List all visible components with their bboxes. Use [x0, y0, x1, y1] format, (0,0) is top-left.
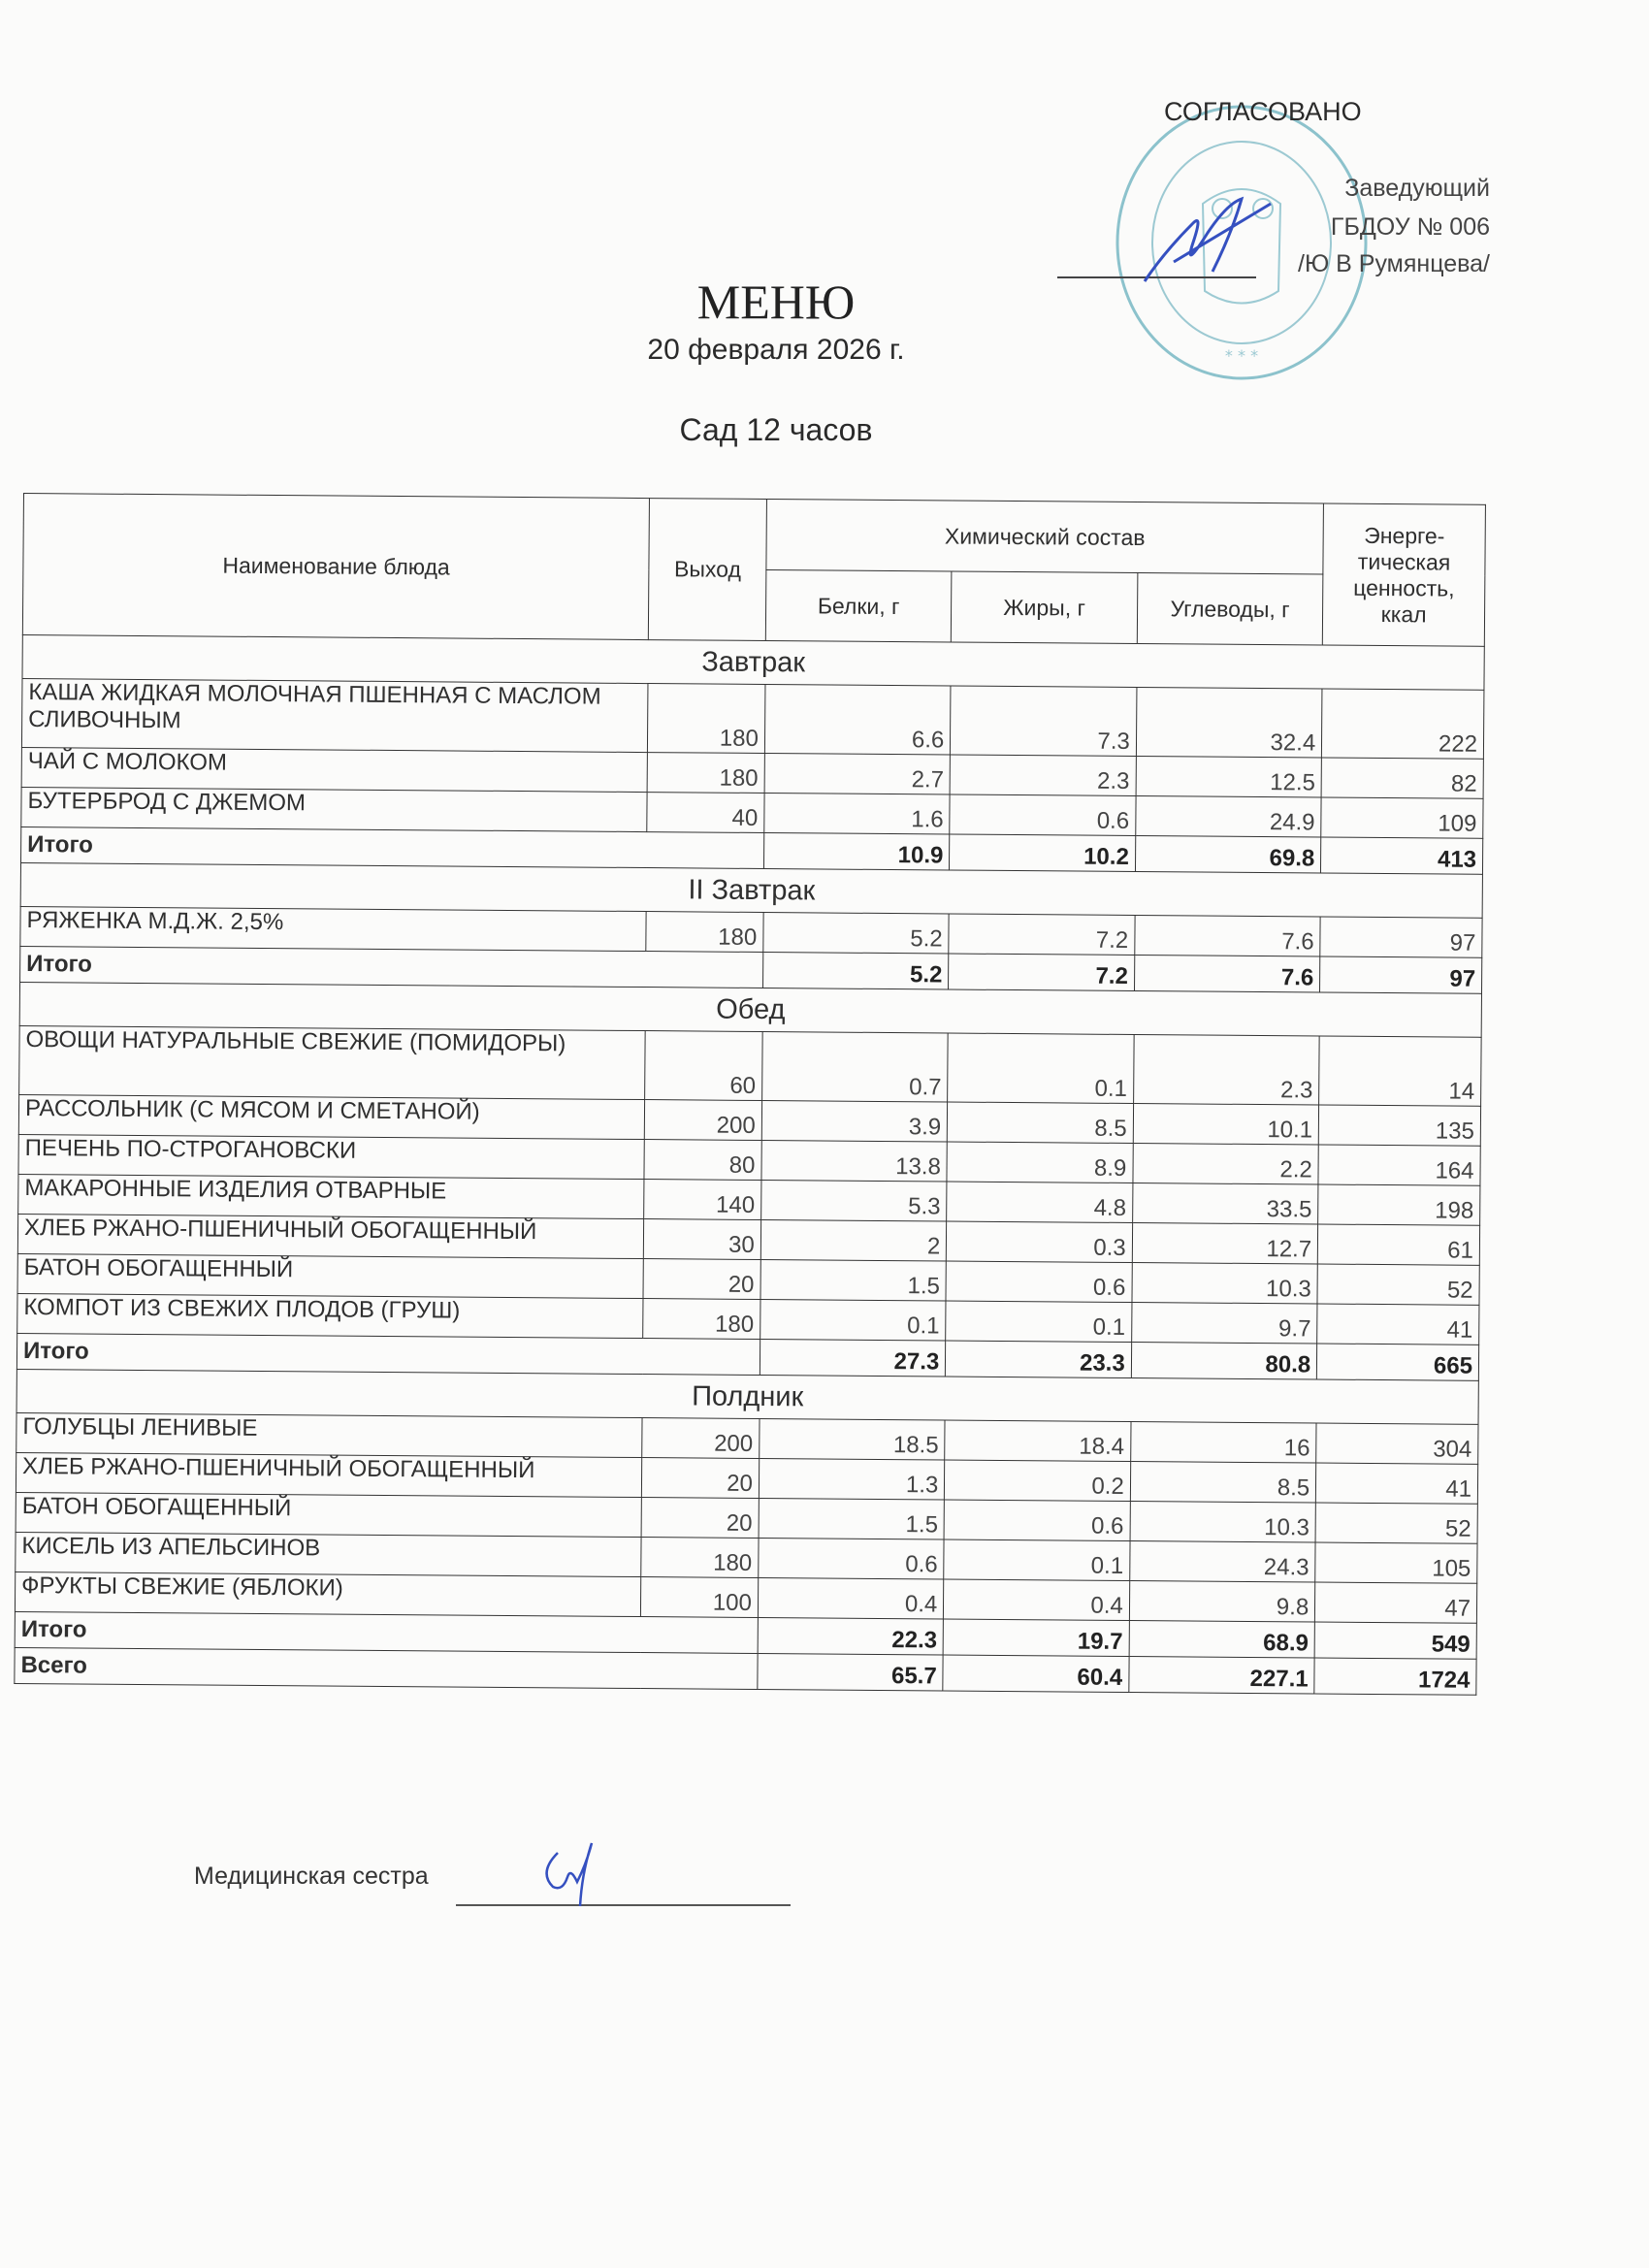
dish-fat: 0.1 — [946, 1301, 1132, 1343]
total-label: Итого — [20, 946, 763, 988]
grand-total-protein: 65.7 — [758, 1653, 944, 1691]
dish-protein: 2 — [760, 1219, 947, 1261]
dish-fat: 8.9 — [947, 1142, 1133, 1183]
dish-name: МАКАРОННЫЕ ИЗДЕЛИЯ ОТВАРНЫЕ — [18, 1174, 645, 1218]
col-header-output: Выход — [649, 499, 767, 641]
dish-name: ФРУКТЫ СВЕЖИЕ (ЯБЛОКИ) — [15, 1571, 641, 1616]
director-signature-icon — [1135, 184, 1280, 291]
dish-name: РЯЖЕНКА М.Д.Ж. 2,5% — [20, 906, 647, 951]
svg-text:* * *: * * * — [1224, 346, 1259, 365]
dish-fat: 2.3 — [950, 755, 1136, 796]
section-title: Завтрак — [22, 634, 1484, 690]
dish-protein: 5.3 — [760, 1180, 947, 1221]
approval-block — [1057, 97, 1523, 388]
dish-carbs: 2.3 — [1133, 1035, 1319, 1106]
dish-output: 100 — [641, 1577, 759, 1618]
dish-carbs: 9.8 — [1129, 1580, 1315, 1622]
col-header-carbs: Углеводы, г — [1137, 573, 1323, 646]
total-kcal: 549 — [1314, 1622, 1476, 1659]
total-kcal: 97 — [1320, 956, 1482, 993]
dish-fat: 0.6 — [950, 794, 1136, 836]
dish-carbs: 24.3 — [1129, 1540, 1315, 1582]
dish-output: 20 — [643, 1259, 760, 1300]
dish-name: РАССОЛЬНИК (С МЯСОМ И СМЕТАНОЙ) — [18, 1094, 645, 1139]
dish-protein: 0.7 — [761, 1032, 948, 1103]
dish-output: 40 — [647, 793, 764, 833]
dish-protein: 3.9 — [761, 1100, 948, 1142]
dish-protein: 18.5 — [760, 1418, 946, 1460]
dish-output: 20 — [641, 1498, 759, 1539]
group-name: Сад 12 часов — [679, 412, 873, 447]
dish-output: 180 — [641, 1538, 759, 1578]
dish-kcal: 135 — [1318, 1105, 1480, 1146]
dish-fat: 0.2 — [945, 1460, 1131, 1502]
dish-carbs: 32.4 — [1136, 688, 1322, 759]
page-title: МЕНЮ — [696, 275, 856, 329]
dish-kcal: 198 — [1318, 1184, 1480, 1225]
dish-kcal: 164 — [1318, 1145, 1480, 1185]
grand-total-fat: 60.4 — [943, 1655, 1129, 1693]
table-row — [19, 1025, 1482, 1106]
section-title: II Завтрак — [20, 862, 1482, 918]
dish-carbs: 2.2 — [1133, 1144, 1319, 1185]
dish-output: 180 — [646, 912, 763, 953]
total-label: Итого — [16, 1333, 760, 1375]
dish-fat: 0.6 — [946, 1261, 1132, 1303]
dish-carbs: 16 — [1130, 1421, 1316, 1463]
dish-kcal: 14 — [1319, 1036, 1481, 1106]
total-carbs: 7.6 — [1134, 956, 1320, 993]
dish-protein: 13.8 — [761, 1140, 948, 1182]
dish-carbs: 9.7 — [1131, 1303, 1317, 1345]
menu-date: 20 февраля 2026 г. — [647, 334, 905, 366]
dish-carbs: 12.5 — [1136, 757, 1322, 798]
total-carbs: 69.8 — [1135, 836, 1321, 874]
dish-kcal: 97 — [1320, 917, 1482, 957]
dish-name: КОМПОТ ИЗ СВЕЖИХ ПЛОДОВ (ГРУШ) — [17, 1293, 644, 1338]
total-protein: 10.9 — [763, 833, 950, 871]
dish-protein: 2.7 — [764, 754, 951, 795]
dish-kcal: 41 — [1316, 1463, 1478, 1504]
nurse-label: Медицинская сестра — [194, 1863, 429, 1890]
dish-fat: 7.2 — [949, 914, 1135, 956]
dish-name: ХЛЕБ РЖАНО-ПШЕНИЧНЫЙ ОБОГАЩЕННЫЙ — [16, 1452, 642, 1497]
dish-name: ГОЛУБЦЫ ЛЕНИВЫЕ — [16, 1412, 643, 1457]
dish-kcal: 52 — [1315, 1503, 1477, 1543]
dish-name: БУТЕРБРОД С ДЖЕМОМ — [21, 787, 648, 831]
total-protein: 22.3 — [758, 1617, 944, 1655]
dish-fat: 18.4 — [945, 1420, 1131, 1462]
dish-output: 80 — [644, 1140, 761, 1181]
dish-kcal: 222 — [1322, 689, 1484, 759]
table-row — [21, 678, 1484, 759]
dish-fat: 7.3 — [951, 686, 1137, 757]
approval-name: /Ю В Румянцева/ — [1298, 250, 1490, 277]
dish-kcal: 304 — [1316, 1423, 1478, 1464]
grand-total-carbs: 227.1 — [1129, 1656, 1315, 1694]
dish-carbs: 10.1 — [1133, 1104, 1319, 1146]
dish-protein: 5.2 — [763, 913, 950, 955]
nurse-signature-icon — [534, 1833, 611, 1911]
approval-organization: ГБДОУ № 006 — [1330, 213, 1490, 241]
dish-output: 200 — [642, 1418, 760, 1459]
total-fat: 10.2 — [950, 834, 1136, 872]
dish-name: КИСЕЛЬ ИЗ АПЕЛЬСИНОВ — [16, 1532, 642, 1576]
dish-kcal: 109 — [1321, 797, 1483, 838]
total-kcal: 413 — [1321, 837, 1483, 874]
dish-output: 60 — [645, 1031, 762, 1101]
dish-name: ОВОЩИ НАТУРАЛЬНЫЕ СВЕЖИЕ (ПОМИДОРЫ) — [19, 1025, 646, 1099]
dish-protein: 1.5 — [760, 1259, 947, 1301]
dish-kcal: 52 — [1317, 1264, 1479, 1305]
dish-carbs: 24.9 — [1136, 796, 1322, 838]
dish-carbs: 10.3 — [1132, 1263, 1318, 1305]
dish-protein: 0.1 — [760, 1299, 947, 1341]
total-fat: 19.7 — [943, 1619, 1129, 1657]
dish-carbs: 12.7 — [1132, 1223, 1318, 1265]
total-fat: 23.3 — [946, 1341, 1132, 1378]
dish-output: 200 — [645, 1100, 762, 1141]
dish-fat: 0.4 — [944, 1579, 1130, 1621]
dish-protein: 0.4 — [758, 1577, 944, 1619]
total-label: Итого — [15, 1611, 758, 1653]
dish-fat: 0.3 — [947, 1221, 1133, 1263]
dish-fat: 8.5 — [948, 1102, 1134, 1144]
total-protein: 27.3 — [760, 1339, 946, 1377]
dish-output: 20 — [642, 1458, 760, 1499]
dish-carbs: 8.5 — [1130, 1461, 1316, 1503]
total-fat: 7.2 — [949, 954, 1135, 991]
col-header-name: Наименование блюда — [22, 494, 650, 640]
col-header-energy: Энерге-тическая ценность, ккал — [1323, 503, 1486, 646]
total-carbs: 80.8 — [1131, 1342, 1317, 1379]
nurse-signature-line — [456, 1904, 791, 1906]
dish-output: 180 — [643, 1299, 760, 1340]
col-header-fat: Жиры, г — [952, 571, 1138, 644]
dish-output: 180 — [648, 684, 765, 754]
menu-body — [15, 634, 1484, 1695]
dish-name: ЧАЙ С МОЛОКОМ — [21, 747, 648, 792]
approval-role: Заведующий — [1344, 175, 1490, 202]
dish-name: БАТОН ОБОГАЩЕННЫЙ — [17, 1253, 644, 1298]
total-kcal: 665 — [1317, 1344, 1479, 1380]
section-title: Полдник — [16, 1369, 1478, 1424]
grand-total-label: Всего — [15, 1647, 758, 1689]
dish-protein: 1.3 — [759, 1458, 945, 1500]
dish-fat: 4.8 — [947, 1182, 1133, 1223]
dish-output: 30 — [644, 1219, 761, 1260]
dish-carbs: 10.3 — [1130, 1501, 1316, 1542]
total-carbs: 68.9 — [1129, 1620, 1315, 1658]
dish-output: 180 — [647, 753, 764, 794]
dish-output: 140 — [644, 1180, 761, 1220]
dish-carbs: 33.5 — [1132, 1183, 1318, 1225]
dish-name: КАША ЖИДКАЯ МОЛОЧНАЯ ПШЕННАЯ С МАСЛОМ СЛИВОЧНЫМ — [21, 678, 648, 752]
col-header-chem: Химический состав — [766, 500, 1324, 575]
section-title: Обед — [19, 982, 1481, 1037]
dish-protein: 6.6 — [764, 685, 951, 756]
dish-name: ПЕЧЕНЬ ПО-СТРОГАНОВСКИ — [18, 1134, 645, 1179]
total-protein: 5.2 — [762, 953, 949, 990]
dish-protein: 0.6 — [759, 1538, 945, 1579]
dish-fat: 0.6 — [944, 1500, 1130, 1541]
approval-title: СОГЛАСОВАНО — [1164, 97, 1362, 126]
grand-total-kcal: 1724 — [1314, 1658, 1476, 1695]
dish-fat: 0.1 — [948, 1033, 1134, 1104]
menu-table — [14, 493, 1486, 1696]
col-header-protein: Белки, г — [765, 570, 952, 643]
total-label: Итого — [21, 826, 764, 868]
dish-protein: 1.6 — [764, 794, 951, 835]
dish-name: ХЛЕБ РЖАНО-ПШЕНИЧНЫЙ ОБОГАЩЕННЫЙ — [17, 1214, 644, 1258]
dish-kcal: 105 — [1315, 1542, 1477, 1583]
dish-kcal: 41 — [1317, 1304, 1479, 1345]
dish-fat: 0.1 — [944, 1539, 1130, 1581]
dish-protein: 1.5 — [759, 1498, 945, 1539]
dish-kcal: 47 — [1315, 1582, 1477, 1623]
dish-kcal: 82 — [1321, 758, 1483, 798]
dish-kcal: 61 — [1318, 1224, 1480, 1265]
dish-name: БАТОН ОБОГАЩЕННЫЙ — [16, 1492, 642, 1537]
dish-carbs: 7.6 — [1135, 916, 1321, 957]
